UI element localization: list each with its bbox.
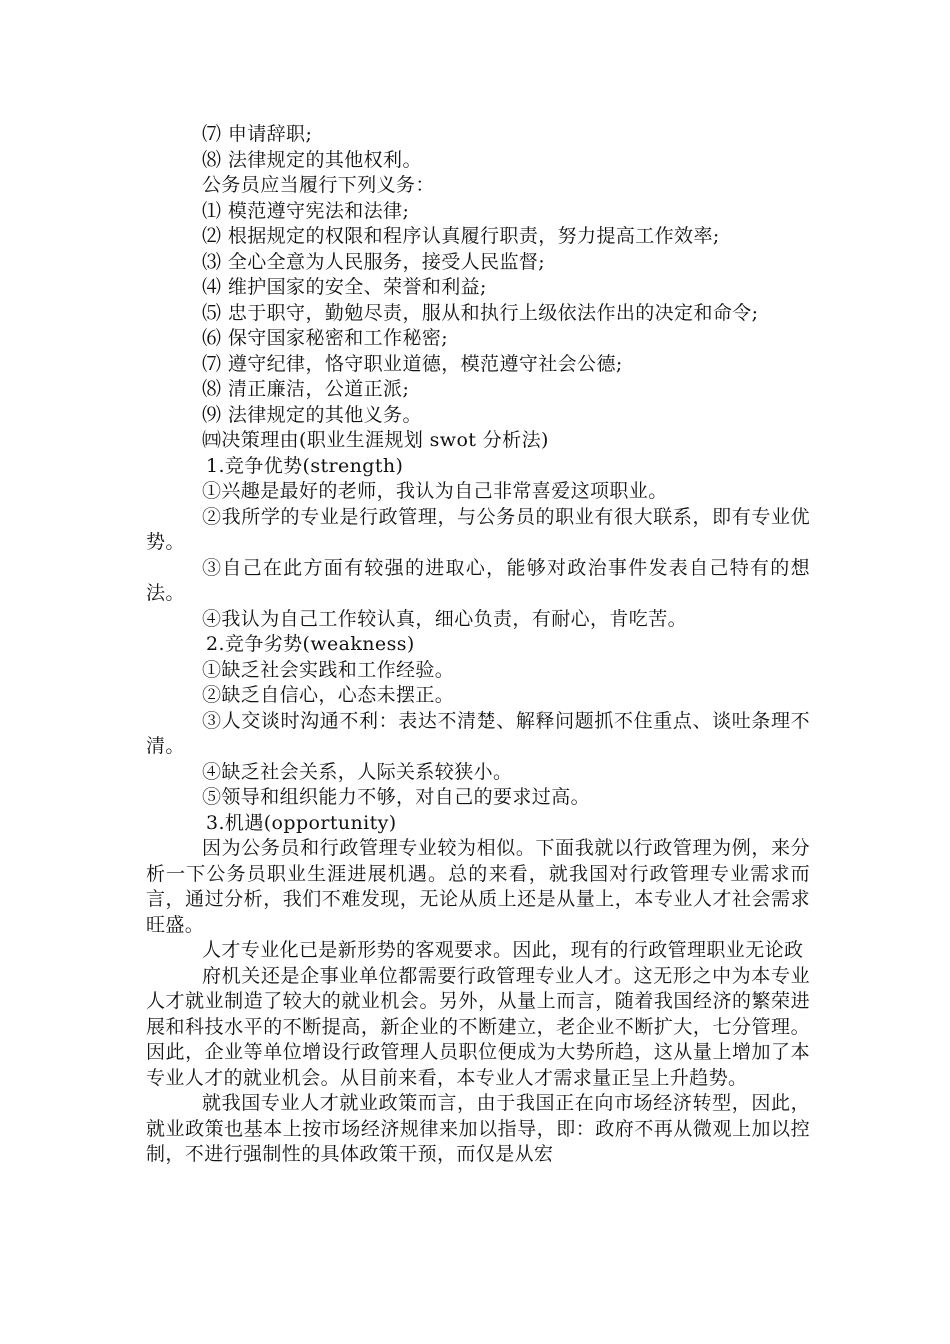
paragraph: ⑤领导和组织能力不够，对自己的要求过高。 <box>202 786 591 808</box>
paragraph: 就我国专业人才就业政策而言，由于我国正在向市场经济转型，因此，就业政策也基本上按市场经济规律来加以指导，即：政府不再从微观上加以控制，不进行强制性的具体政策干预，而仅是从宏 <box>146 1092 810 1165</box>
paragraph: ④缺乏社会关系，人际关系较狭小。 <box>202 760 513 783</box>
paragraph: ②缺乏自信心，心态未摆正。 <box>202 684 455 706</box>
paragraph: 1.竞争优势(strength) <box>206 454 404 477</box>
paragraph: 因为公务员和行政管理专业较为相似。下面我就以行政管理为例，来分析一下公务员职业生涯进展机遇。总的来看，就我国对行政管理专业需求而言，通过分析，我们不难发现，无论从质上还是从量上，本专业人才社会需求旺盛。 <box>146 837 810 936</box>
paragraph: ⑹ 保守国家秘密和工作秘密; <box>202 327 449 349</box>
paragraph: ⑴ 模范遵守宪法和法律; <box>202 199 410 222</box>
paragraph: ㈣决策理由(职业生涯规划 swot 分析法) <box>202 429 549 451</box>
paragraph: ④我认为自己工作较认真，细心负责，有耐心，肯吃苦。 <box>202 607 688 630</box>
paragraph: ⑻ 法律规定的其他权利。 <box>202 148 422 171</box>
paragraph: ⑺ 遵守纪律，恪守职业道德，模范遵守社会公德; <box>202 352 623 375</box>
paragraph: ①兴趣是最好的老师，我认为自己非常喜爱这项职业。 <box>202 480 668 502</box>
document-page <box>146 122 810 1168</box>
paragraph: ⑸ 忠于职守，勤勉尽责，服从和执行上级依法作出的决定和命令; <box>202 301 759 324</box>
paragraph: 公务员应当履行下列义务： <box>202 174 435 196</box>
paragraph: ⑻ 清正廉洁，公道正派; <box>202 378 410 400</box>
paragraph: ⑷ 维护国家的安全、荣誉和利益; <box>202 276 487 298</box>
paragraph: 人才专业化已是新形势的客观要求。因此，现有的行政管理职业无论政 <box>202 939 804 961</box>
paragraph: ⑶ 全心全意为人民服务，接受人民监督; <box>202 250 546 273</box>
paragraph: ②我所学的专业是行政管理，与公务员的职业有很大联系，即有专业优势。 <box>146 505 810 553</box>
paragraph: 3.机遇(opportunity) <box>206 811 397 834</box>
paragraph: ③人交谈时沟通不利：表达不清楚、解释问题抓不住重点、谈吐条理不清。 <box>146 709 810 757</box>
paragraph: ⑼ 法律规定的其他义务。 <box>202 403 422 426</box>
paragraph: ③自己在此方面有较强的进取心，能够对政治事件发表自己特有的想法。 <box>146 556 810 604</box>
paragraph: ⑺ 申请辞职; <box>202 123 313 145</box>
paragraph: 府机关还是企事业单位都需要行政管理专业人才。这无形之中为本专业人才就业制造了较大的就业机会。另外，从量上而言，随着我国经济的繁荣进展和科技水平的不断提高，新企业的不断建立，老企业不断扩大，七分管理。因此，企业等单位增设行政管理人员职位便成为大势所趋，这从量上增加了本专业人才的就业机会。从目前来看，本专业人才需求量正呈上升趋势。 <box>146 964 810 1089</box>
paragraph: ①缺乏社会实践和工作经验。 <box>202 658 455 681</box>
paragraph: ⑵ 根据规定的权限和程序认真履行职责，努力提高工作效率; <box>202 225 720 247</box>
paragraph: 2.竞争劣势(weakness) <box>206 633 415 655</box>
